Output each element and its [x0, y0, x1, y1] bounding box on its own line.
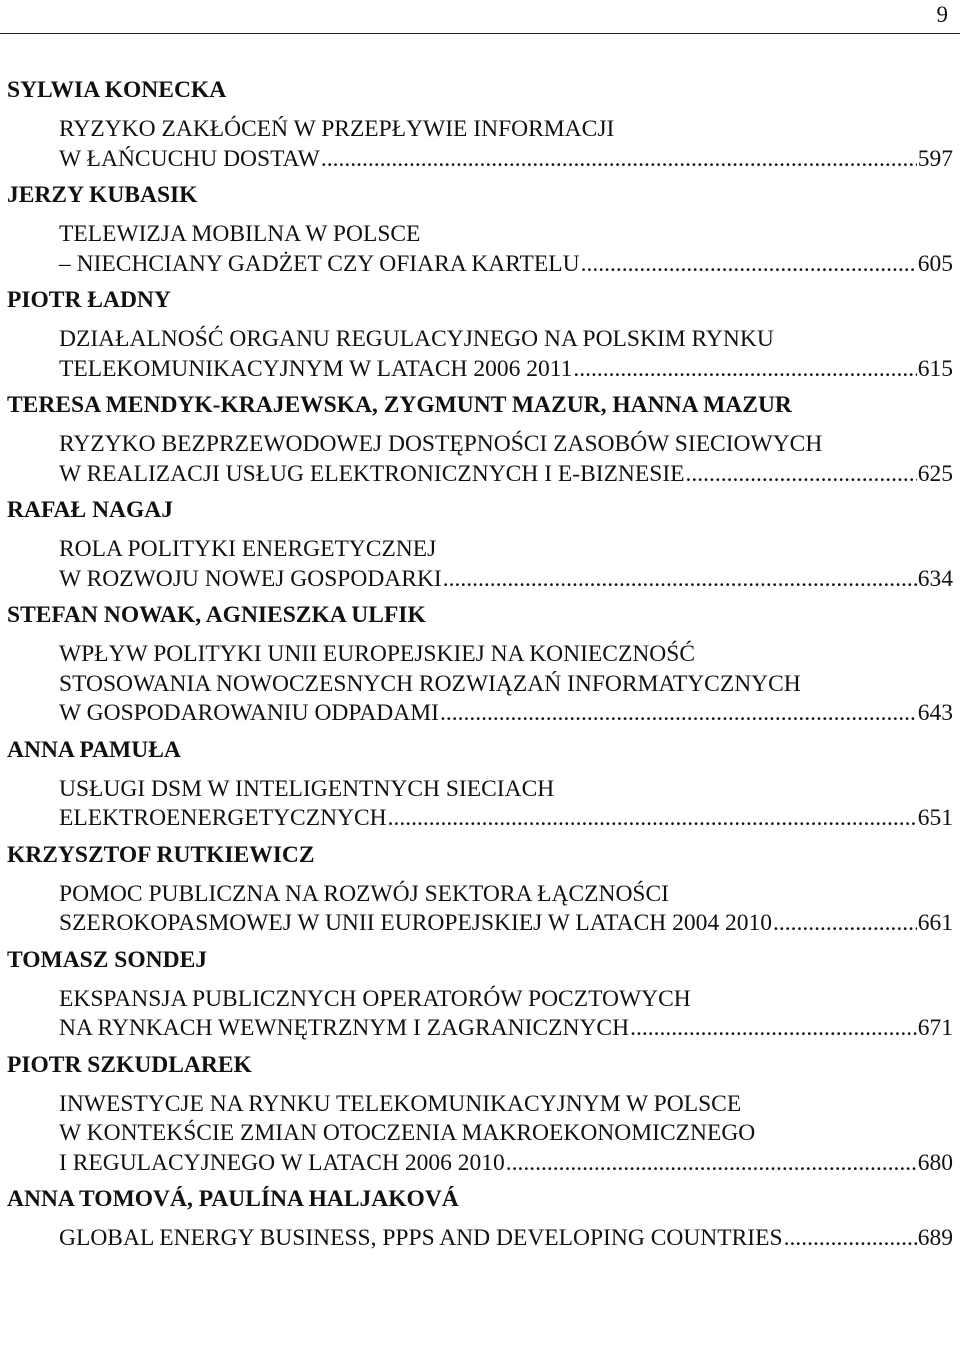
toc-entry-author: ANNA TOMOVÁ, PAULÍNA HALJAKOVÁ [7, 1186, 459, 1212]
dot-leader [630, 1014, 917, 1044]
toc-entry-page-number: 661 [917, 910, 953, 936]
toc-entry-title-text: GLOBAL ENERGY BUSINESS, PPPS AND DEVELOPING COUNTRIES [59, 1225, 783, 1251]
dot-leader [784, 1224, 917, 1254]
toc-entry-title-line: RYZYKO ZAKŁÓCEŃ W PRZEPŁYWIE INFORMACJI [59, 116, 615, 142]
dot-leader [506, 1149, 917, 1179]
toc-entry-title-line: USŁUGI DSM W INTELIGENTNYCH SIECIACH [59, 775, 555, 802]
dot-leader [573, 355, 916, 385]
toc-entry-title-line: STOSOWANIA NOWOCZESNYCH ROZWIĄZAŃ INFORMATYCZNYCH [59, 670, 801, 697]
toc-entry-title-last-line [7, 1014, 953, 1044]
dot-leader [686, 460, 917, 490]
toc-entry-title-line: WPŁYW POLITYKI UNII EUROPEJSKIEJ NA KONIECZNOŚĆ [59, 641, 696, 667]
toc-entry [7, 74, 953, 174]
toc-entry-title-line: POMOC PUBLICZNA NA ROZWÓJ SEKTORA ŁĄCZNOŚCI [59, 880, 669, 907]
toc-entry-title-last-line [7, 1149, 953, 1179]
toc-entry-page-number: 634 [917, 565, 953, 592]
toc-entry-author: KRZYSZTOF RUTKIEWICZ [7, 841, 315, 868]
toc-entry-title-text: W REALIZACJI USŁUG ELEKTRONICZNYCH I E-BIZNESIE [59, 460, 685, 487]
dot-leader [321, 145, 917, 175]
toc-entry-page-number: 643 [917, 700, 953, 726]
toc-entry [7, 179, 953, 279]
toc-entry-page-number: 680 [917, 1149, 953, 1176]
table-of-contents [7, 74, 953, 1259]
toc-entry-title-text: TELEKOMUNIKACYJNYM W LATACH 2006 2011 [59, 355, 573, 382]
toc-entry-title-text: W GOSPODAROWANIU ODPADAMI [59, 700, 439, 726]
toc-entry-author: PIOTR ŁADNY [7, 287, 171, 313]
toc-entry-title-text: W ROZWOJU NOWEJ GOSPODARKI [59, 565, 442, 592]
dot-leader [440, 699, 917, 729]
toc-entry-title-text: SZEROKOPASMOWEJ W UNII EUROPEJSKIEJ W LATACH 2004 2010 [59, 910, 772, 936]
toc-entry [7, 734, 953, 834]
toc-entry-title-line: DZIAŁALNOŚĆ ORGANU REGULACYJNEGO NA POLSKIM RYNKU [59, 326, 774, 352]
toc-entry-title-line: INWESTYCJE NA RYNKU TELEKOMUNIKACYJNYM W POLSCE [59, 1090, 742, 1117]
toc-entry-author: JERZY KUBASIK [7, 182, 198, 208]
toc-entry-title-last-line [7, 145, 953, 175]
toc-entry-title-text: – NIECHCIANY GADŻET CZY OFIARA KARTELU [59, 250, 580, 277]
toc-entry-title-line: W KONTEKŚCIE ZMIAN OTOCZENIA MAKROEKONOMICZNEGO [59, 1120, 756, 1146]
toc-entry-page-number: 597 [917, 145, 953, 172]
toc-entry-title-last-line [7, 909, 953, 939]
toc-entry-title-last-line [7, 699, 953, 729]
toc-entry-title-text: ELEKTROENERGETYCZNYCH [59, 805, 387, 831]
toc-entry-page-number: 671 [917, 1015, 953, 1041]
toc-entry [7, 599, 953, 729]
toc-entry-page-number: 625 [917, 460, 953, 487]
toc-entry-title-last-line [7, 565, 953, 595]
toc-entry [7, 494, 953, 594]
toc-entry [7, 284, 953, 384]
toc-entry-title-last-line [7, 460, 953, 490]
toc-entry-author: RAFAŁ NAGAJ [7, 497, 174, 523]
dot-leader [388, 804, 917, 834]
toc-entry-page-number: 615 [917, 355, 953, 382]
toc-entry [7, 1049, 953, 1179]
page-number: 9 [936, 2, 948, 27]
toc-entry-title-last-line [7, 1224, 953, 1254]
toc-entry-title-line: EKSPANSJA PUBLICZNYCH OPERATORÓW POCZTOWYCH [59, 985, 691, 1012]
toc-entry [7, 839, 953, 939]
toc-entry [7, 944, 953, 1044]
toc-entry [7, 389, 953, 489]
toc-entry-author: TERESA MENDYK-KRAJEWSKA, ZYGMUNT MAZUR, HANNA MAZUR [7, 392, 792, 418]
toc-entry-title-text: W ŁAŃCUCHU DOSTAW [59, 145, 320, 172]
header-rule [0, 33, 960, 34]
toc-entry-page-number: 605 [917, 250, 953, 277]
dot-leader [443, 565, 917, 595]
dot-leader [773, 909, 917, 939]
toc-entry-author: TOMASZ SONDEJ [7, 946, 208, 973]
toc-entry-author: SYLWIA KONECKA [7, 77, 227, 103]
toc-entry-title-text: I REGULACYJNEGO W LATACH 2006 2010 [59, 1149, 505, 1176]
toc-entry-title-text: NA RYNKACH WEWNĘTRZNYM I ZAGRANICZNYCH [59, 1015, 630, 1041]
toc-entry-author: PIOTR SZKUDLAREK [7, 1051, 252, 1078]
toc-entry-page-number: 689 [917, 1225, 953, 1251]
toc-entry-page-number: 651 [917, 805, 953, 831]
toc-entry-title-line: RYZYKO BEZPRZEWODOWEJ DOSTĘPNOŚCI ZASOBÓW SIECIOWYCH [59, 431, 823, 457]
toc-entry-author: STEFAN NOWAK, AGNIESZKA ULFIK [7, 602, 426, 628]
toc-entry-title-line: ROLA POLITYKI ENERGETYCZNEJ [59, 536, 437, 562]
toc-entry-title-line: TELEWIZJA MOBILNA W POLSCE [59, 221, 421, 247]
toc-entry-author: ANNA PAMUŁA [7, 736, 181, 763]
toc-entry-title-last-line [7, 804, 953, 834]
toc-entry-title-last-line [7, 250, 953, 280]
toc-entry [7, 1183, 953, 1254]
dot-leader [581, 250, 917, 280]
toc-entry-title-last-line [7, 355, 953, 385]
